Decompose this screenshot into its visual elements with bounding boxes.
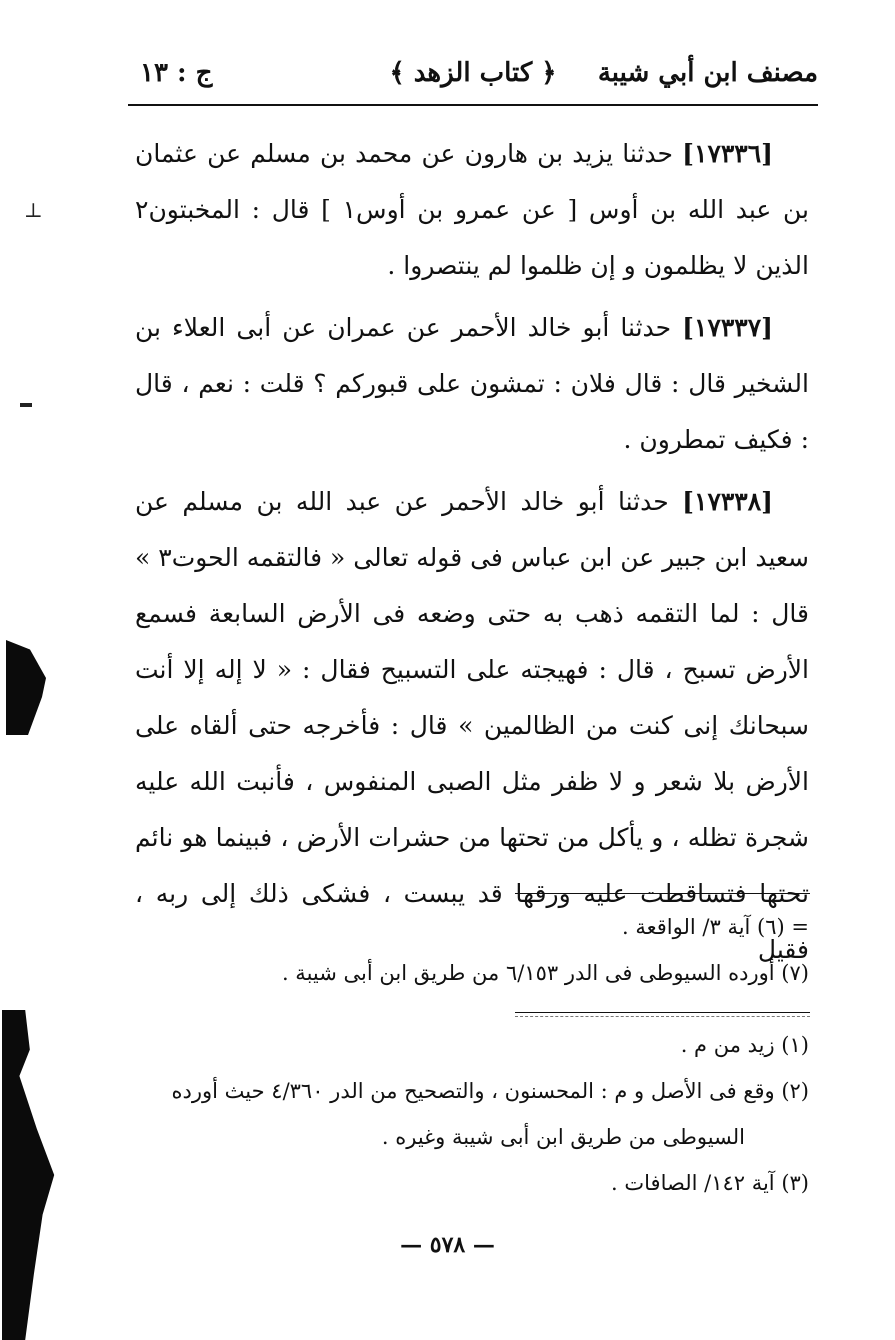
hadith-text: حدثنا أبو خالد الأحمر عن عبد الله بن مسلم عن سعيد ابن جبير عن ابن عباس فى قوله تعالى « فالتقمه الحوت٣ » قال : لما التقمه ذهب به حتى وضعه فى الأرض السابعة فسمع الأرض تسبح ، قال : فهيجته على التسبيح فقال : « لا إله إلا أنت سبحانك إنى كنت من الظالمين » قال : فأخرجه حتى ألقاه على الأرض بلا شعر و لا ظفر مثل الصبى المنفوس ، فأنبت الله عليه شجرة تظله ، و يأكل من تحتها من حشرات الأرض ، فبينما هو نائم تحتها فتساقطت عليه ورقها قد يبست ، فشكى ذلك إلى ربه ، فقيل bbox=[135, 487, 809, 964]
main-text bbox=[135, 126, 809, 984]
hadith-number: [١٧٣٣٦] bbox=[682, 139, 773, 168]
footnote: = (٦) آية ٣/ الواقعة . bbox=[622, 915, 809, 939]
hadith-number: [١٧٣٣٨] bbox=[682, 487, 773, 516]
volume-number: ج : ١٣ bbox=[140, 58, 213, 88]
footnote: (١) زيد من م . bbox=[680, 1033, 809, 1057]
section-title: ﴿ كتاب الزهد ﴾ bbox=[389, 58, 557, 88]
footnote-separator bbox=[515, 1012, 810, 1013]
scan-mark: ⊥ bbox=[24, 198, 43, 222]
hadith-paragraph bbox=[135, 126, 809, 294]
hadith-paragraph bbox=[135, 300, 809, 468]
footnote: (٣) آية ١٤٢/ الصافات . bbox=[611, 1171, 809, 1195]
book-title: مصنف ابن أبي شيبة bbox=[597, 58, 818, 88]
footnotes bbox=[119, 1022, 809, 1206]
footnote-continuation: السيوطى من طريق ابن أبى شيبة وغيره . bbox=[381, 1125, 745, 1149]
hadith-paragraph bbox=[135, 474, 809, 978]
scan-mark bbox=[20, 403, 32, 407]
footnote: (٧) أورده السيوطى فى الدر ٦/١٥٣ من طريق ابن أبى شيبة . bbox=[281, 961, 809, 985]
header-rule bbox=[128, 104, 818, 106]
hadith-number: [١٧٣٣٧] bbox=[682, 313, 773, 342]
footnote-rule bbox=[515, 893, 810, 894]
footnotes-continued bbox=[119, 904, 809, 996]
running-header bbox=[128, 46, 818, 102]
hadith-text: حدثنا أبو خالد الأحمر عن عمران عن أبى العلاء بن الشخير قال : قال فلان : تمشون على قبوركم ؟ قلت : نعم ، قال : فكيف تمطرون . bbox=[135, 313, 809, 454]
footnote: (٢) وقع فى الأصل و م : المحسنون ، والتصحيح من الدر ٤/٣٦٠ حيث أورده bbox=[171, 1079, 809, 1103]
hadith-text: حدثنا يزيد بن هارون عن محمد بن مسلم عن عثمان بن عبد الله بن أوس [ عن عمرو بن أوس١ ] قال : المخبتون٢ الذين لا يظلمون و إن ظلموا لم ينتصروا . bbox=[135, 139, 810, 280]
footnote-separator-dashed bbox=[515, 1016, 810, 1017]
page-number: — ٥٧٨ — bbox=[400, 1232, 495, 1258]
